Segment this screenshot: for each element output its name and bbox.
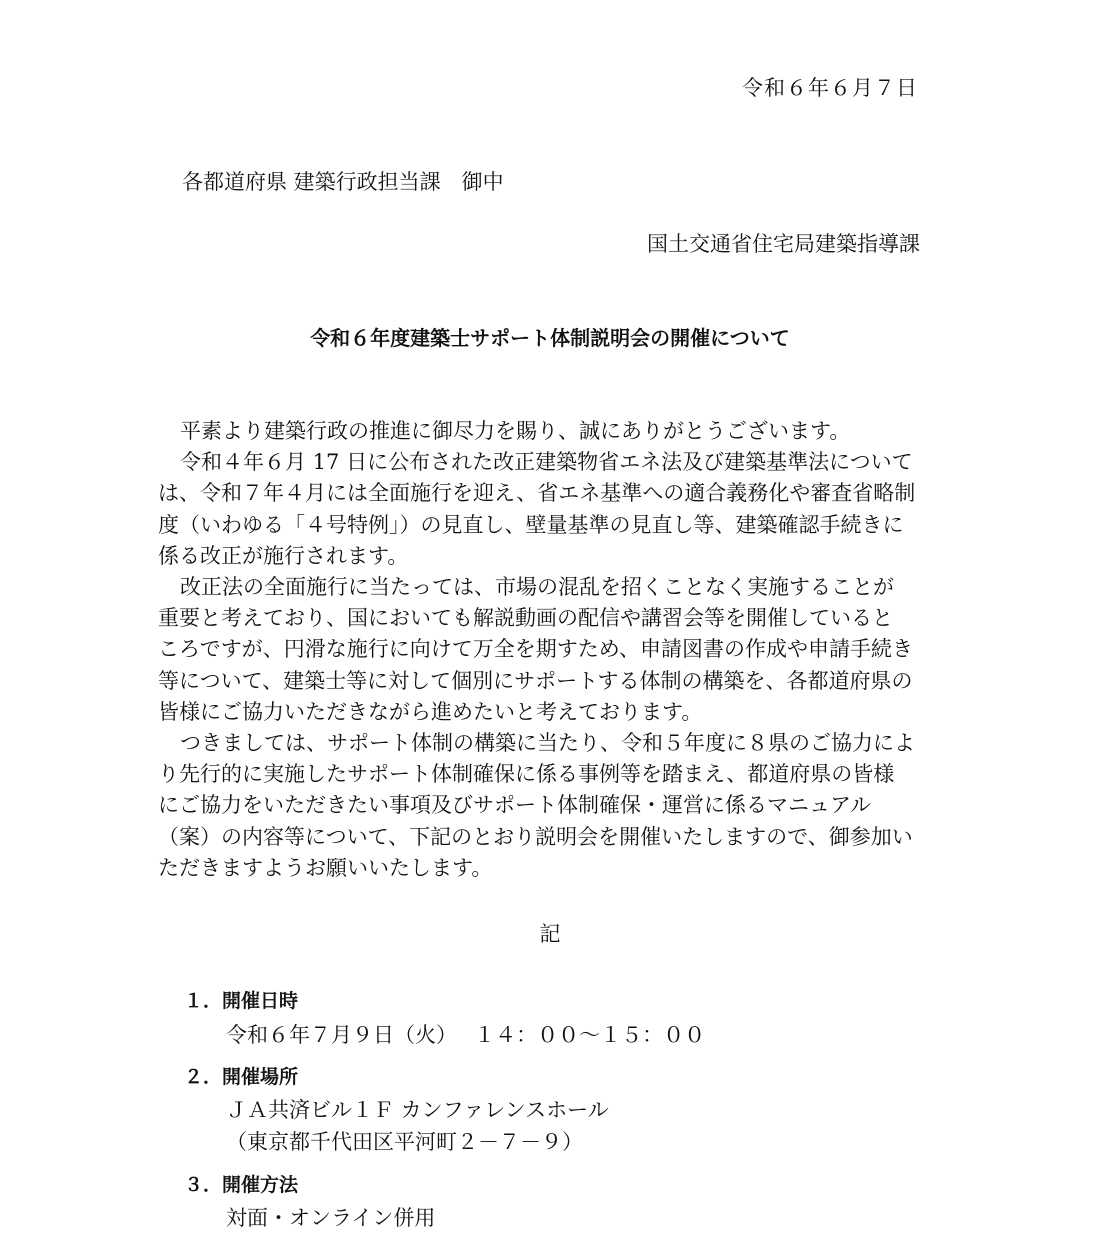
sender: 国土交通省住宅局建築指導課 (647, 232, 920, 256)
paragraph-line: つきましては、サポート体制の構築に当たり、令和５年度に８県のご協力によ (180, 731, 915, 756)
paragraph-line: 重要と考えており、国においても解説動画の配信や講習会等を開催していると (158, 606, 893, 631)
paragraph-line: 等について、建築士等に対して個別にサポートする体制の構築を、各都道府県の (158, 668, 913, 693)
paragraph-line: 皆様にご協力いただきながら進めたいと考えております。 (158, 699, 703, 724)
paragraph-2 (158, 447, 946, 572)
item-2-heading: ２．開催場所 (184, 1066, 299, 1088)
body-text (158, 416, 946, 884)
paragraph-line: ころですが、円滑な施行に向けて万全を期すため、申請図書の作成や申請手続き (158, 637, 913, 662)
paragraph-4 (158, 728, 946, 884)
paragraph-line: （案）の内容等について、下記のとおり説明会を開催いたしますので、御参加い (158, 824, 913, 849)
item-3-heading: ３．開催方法 (184, 1174, 299, 1196)
paragraph-line: 係る改正が施行されます。 (158, 543, 409, 568)
paragraph-1 (158, 416, 946, 447)
paragraph-line: 改正法の全面施行に当たっては、市場の混乱を招くことなく実施することが (180, 575, 894, 600)
item-2-venue: ＪＡ共済ビル１Ｆ カンファレンスホール (226, 1098, 609, 1122)
paragraph-line: 平素より建築行政の推進に御尽力を賜り、誠にありがとうございます。 (180, 419, 851, 443)
ki-marker: 記 (539, 922, 561, 946)
document-title: 令和６年度建築士サポート体制説明会の開催について (310, 326, 790, 350)
item-2-address: （東京都千代田区平河町２－７－９） (226, 1130, 583, 1154)
paragraph-line: 令和４年６月 17 日に公布された改正建築物省エネ法及び建築基準法について (180, 450, 913, 475)
document-date: 令和６年６月７日 (742, 76, 918, 100)
paragraph-line: ただきますようお願いいたします。 (158, 855, 493, 880)
paragraph-line: にご協力をいただきたい事項及びサポート体制確保・運営に係るマニュアル (158, 793, 872, 818)
paragraph-line: り先行的に実施したサポート体制確保に係る事例等を踏まえ、都道府県の皆様 (158, 762, 895, 787)
item-1-datetime: 令和６年７月９日（火） １４：００～１５：００ (226, 1023, 706, 1047)
paragraph-line: は、令和７年４月には全面施行を迎え、省エネ基準への適合義務化や審査省略制 (158, 481, 916, 506)
paragraph-3 (158, 572, 946, 728)
item-1-heading: １．開催日時 (184, 990, 299, 1012)
paragraph-line: 度（いわゆる「４号特例」）の見直し、壁量基準の見直し等、建築確認手続きに (158, 512, 904, 537)
item-3-method: 対面・オンライン併用 (226, 1206, 436, 1230)
addressee: 各都道府県 建築行政担当課 御中 (182, 170, 504, 194)
